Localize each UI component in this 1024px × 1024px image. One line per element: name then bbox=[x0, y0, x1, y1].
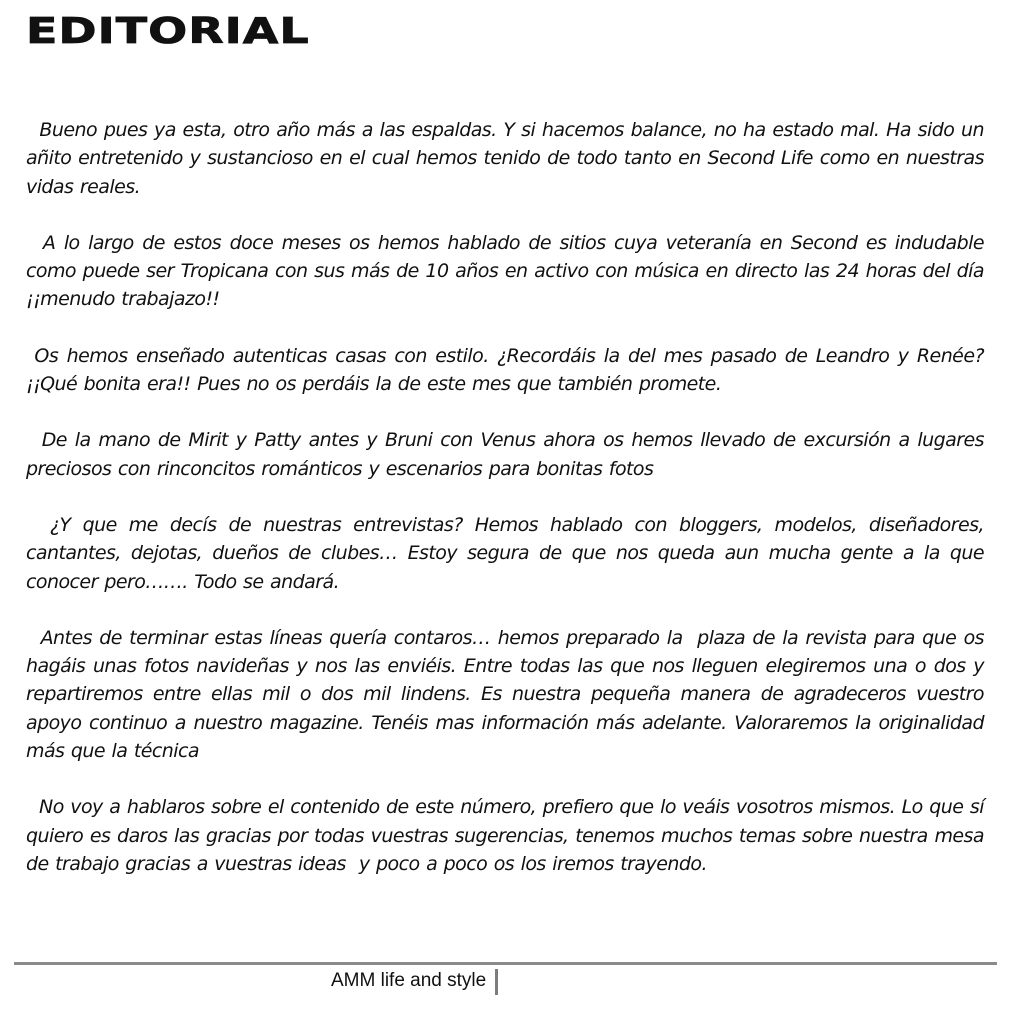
paragraph: De la mano de Mirit y Patty antes y Bruni con Venus ahora os hemos llevado de excursión a lugares preciosos con rinconcitos románticos y escenarios para bonitas fotos bbox=[26, 429, 991, 480]
paragraph: A lo largo de estos doce meses os hemos hablado de sitios cuya veteranía en Second es indudable como puede ser Tropicana con sus más de 10 años en activo con música en directo las 24 horas del día ¡¡menudo trabajazo!! bbox=[26, 231, 997, 311]
page-title: EDITORIAL bbox=[26, 9, 310, 52]
paragraph: Antes de terminar estas líneas quería contaros… hemos preparado la plaza de la revista para que os hagáis unas fotos navideñas y nos las enviéis. Entre todas las que nos lleguen elegiremos una o dos y repartiremos entre ellas mil o dos mil lindens. Es nuestra pequeña manera de agradeceros vuestro apoyo continuo a nuestro magazine. Tenéis mas información más adelante. Valoraremos la originalidad más que la técnica bbox=[26, 626, 991, 763]
paragraph: ¿Y que me decís de nuestras entrevistas? Hemos hablado con bloggers, modelos, diseñadores, cantantes, dejotas, dueños de clubes… Estoy segura de que nos queda aun mucha gente a la que conocer pero……. Todo se andará. bbox=[26, 513, 991, 593]
paragraph: Os hemos enseñado autenticas casas con estilo. ¿Recordáis la del mes pasado de Leandro y Renée? ¡¡Qué bonita era!! Pues no os perdáis la de este mes que también promete. bbox=[26, 344, 997, 396]
footer-divider bbox=[14, 962, 997, 965]
editorial-article bbox=[26, 116, 997, 906]
footer-publication-name: AMM life and style bbox=[331, 969, 498, 995]
paragraph: No voy a hablaros sobre el contenido de este número, prefiero que lo veáis vosotros mismos. Lo que sí quiero es daros las gracias por todas vuestras sugerencias, tenemos muchos temas sobre nuestra mesa de trabajo gracias a vuestras ideas y poco a poco os los iremos trayendo. bbox=[26, 796, 991, 875]
paragraph: Bueno pues ya esta, otro año más a las espaldas. Y si hacemos balance, no ha estado mal. Ha sido un añito entretenido y sustancioso en el cual hemos tenido de todo tanto en Second Life como en nuestras vidas reales. bbox=[26, 119, 991, 198]
